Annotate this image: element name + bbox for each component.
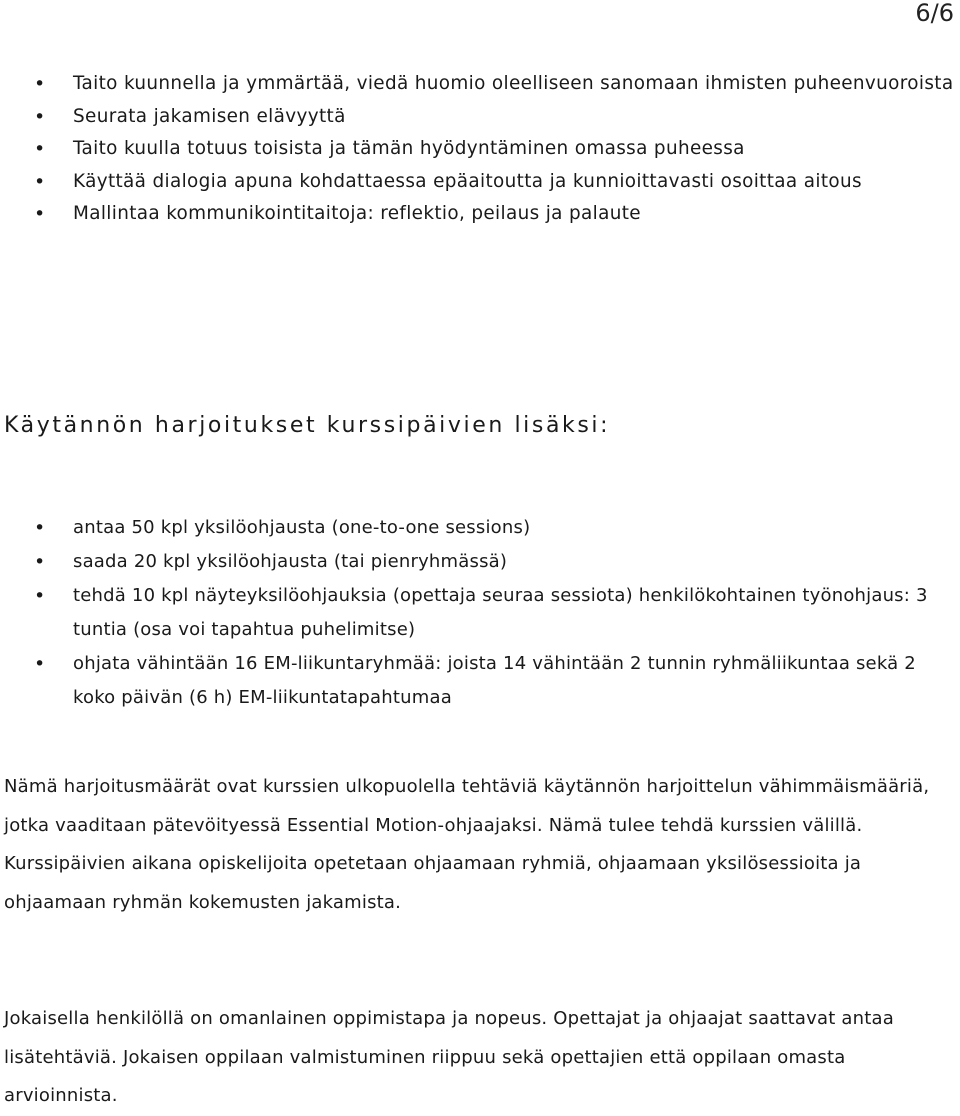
requirements-paragraph: Nämä harjoitusmäärät ovat kurssien ulkopuolella tehtäviä käytännön harjoittelun vähimmäismääriä, jotka vaaditaan pätevöityessä Essential Motion-ohjaajaksi. Nämä tulee tehdä kurssien välillä. Kurssipäivien aikana opiskelijoita opetetaan ohjaamaan ryhmiä, ohjaamaan yksilösessioita ja ohjaamaan ryhmän kokemusten jakamista. bbox=[4, 776, 930, 913]
list-item: • Käyttää dialogia apuna kohdattaessa epäaitoutta ja kunnioittavasti osoittaa aitous bbox=[0, 166, 960, 199]
list-item: • saada 20 kpl yksilöohjausta (tai pienryhmässä) bbox=[0, 545, 960, 579]
practice-heading: Käytännön harjoitukset kurssipäivien lisäksi: bbox=[4, 413, 611, 438]
page-number: 6/6 bbox=[915, 0, 954, 27]
skills-list bbox=[0, 68, 960, 231]
practice-list bbox=[0, 511, 960, 715]
list-item: • Seurata jakamisen elävyyttä bbox=[0, 101, 960, 134]
learning-paragraph: Jokaisella henkilöllä on omanlainen oppimistapa ja nopeus. Opettajat ja ohjaajat saattavat antaa lisätehtäviä. Jokaisen oppilaan valmistuminen riippuu sekä opettajien että oppilaan omasta arvioinnista. bbox=[4, 1008, 894, 1106]
list-item: • Mallintaa kommunikointitaitoja: reflektio, peilaus ja palaute bbox=[0, 198, 960, 231]
list-item: • Taito kuulla totuus toisista ja tämän hyödyntäminen omassa puheessa bbox=[0, 133, 960, 166]
list-item: • antaa 50 kpl yksilöohjausta (one-to-one sessions) bbox=[0, 511, 960, 545]
list-item: • ohjata vähintään 16 EM-liikuntaryhmää: joista 14 vähintään 2 tunnin ryhmäliikuntaa sekä 2 koko päivän (6 h) EM-liikuntatapahtumaa bbox=[0, 647, 960, 715]
list-item: • Taito kuunnella ja ymmärtää, viedä huomio oleelliseen sanomaan ihmisten puheenvuoroista bbox=[0, 68, 960, 101]
list-item: • tehdä 10 kpl näyteyksilöohjauksia (opettaja seuraa sessiota) henkilökohtainen työnohjaus: 3 tuntia (osa voi tapahtua puhelimitse) bbox=[0, 579, 960, 647]
